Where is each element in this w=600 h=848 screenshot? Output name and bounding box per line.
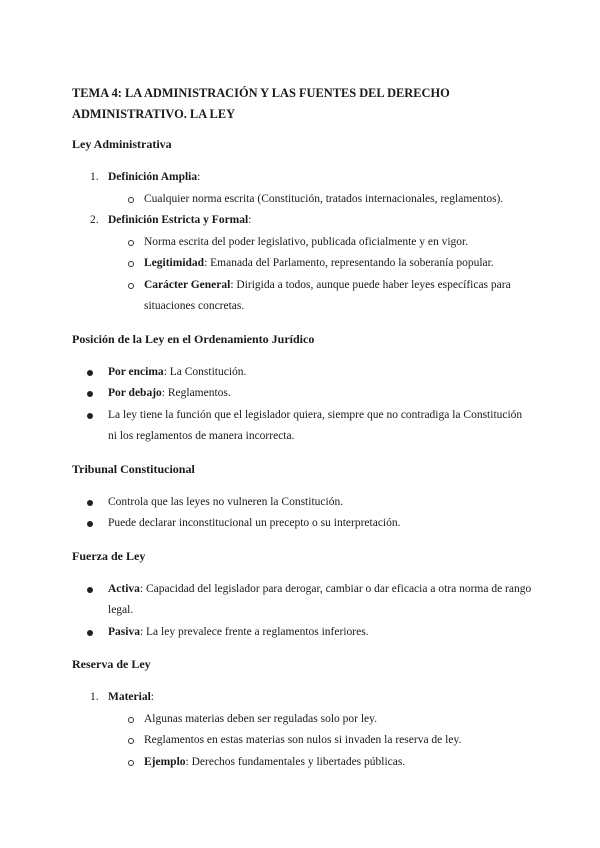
item-separator: :	[150, 691, 154, 703]
section-heading-ley-administrativa: Ley Administrativa	[72, 137, 172, 151]
bullet-icon	[87, 587, 93, 593]
list-number: 1.	[90, 171, 99, 183]
list-item	[72, 210, 532, 318]
hollow-bullet-icon	[128, 738, 134, 744]
list-item	[72, 513, 532, 535]
sub-list-item	[108, 275, 532, 318]
item-text: Norma escrita del poder legislativo, publicada oficialmente y en vigor.	[144, 235, 469, 248]
item-text: : Reglamentos.	[161, 387, 231, 399]
item-label: Ejemplo	[144, 755, 186, 768]
list-item	[72, 362, 532, 384]
item-label: Por encima	[108, 365, 164, 378]
item-text: : La Constitución.	[163, 365, 247, 378]
bullet-icon	[87, 500, 93, 506]
hollow-bullet-icon	[128, 283, 134, 289]
hollow-bullet-icon	[128, 261, 134, 267]
sub-list	[108, 709, 532, 774]
bullet-icon	[87, 413, 93, 419]
list-item	[72, 383, 532, 405]
item-text: : Emanada del Parlamento, representando la soberanía popular.	[204, 257, 494, 269]
list-item	[72, 622, 532, 644]
item-label: Por debajo	[108, 387, 162, 399]
item-text: : Dirigida a todos, aunque puede haber leyes específicas para situaciones concretas.	[144, 278, 511, 312]
bullet-icon	[87, 630, 93, 636]
posicion-list	[72, 362, 532, 448]
item-separator: :	[248, 214, 252, 226]
list-item	[72, 405, 532, 448]
document-content	[72, 83, 532, 786]
sub-list-item	[108, 189, 532, 211]
item-text: Cualquier norma escrita (Constitución, tratados internacionales, reglamentos).	[144, 192, 504, 205]
document-title: TEMA 4: LA ADMINISTRACIÓN Y LAS FUENTES DEL DERECHO ADMINISTRATIVO. LA LEY	[72, 86, 450, 121]
sub-list-item	[108, 730, 532, 752]
sub-list	[108, 189, 532, 211]
item-label: Pasiva	[108, 625, 140, 638]
section-heading-reserva: Reserva de Ley	[72, 657, 151, 671]
item-text: Algunas materias deben ser reguladas solo por ley.	[144, 712, 378, 725]
hollow-bullet-icon	[128, 240, 134, 246]
reserva-list	[72, 687, 532, 773]
item-label: Material	[108, 691, 151, 703]
list-number: 1.	[90, 691, 99, 703]
sub-list-item	[108, 709, 532, 731]
item-text: Puede declarar inconstitucional un precepto o su interpretación.	[108, 517, 401, 529]
item-label: Legitimidad	[144, 257, 205, 269]
sub-list-item	[108, 253, 532, 275]
fuerza-list	[72, 579, 532, 644]
item-text: La ley tiene la función que el legislador quiera, siempre que no contradiga la Constitución ni los reglamentos de manera incorrecta.	[108, 408, 523, 442]
item-label: Definición Amplia	[108, 171, 198, 183]
item-separator: :	[197, 171, 201, 183]
hollow-bullet-icon	[128, 197, 134, 203]
bullet-icon	[87, 370, 93, 376]
item-label: Carácter General	[144, 278, 231, 291]
item-text: : Derechos fundamentales y libertades públicas.	[185, 755, 406, 768]
section-heading-tribunal: Tribunal Constitucional	[72, 461, 195, 476]
hollow-bullet-icon	[128, 760, 134, 766]
hollow-bullet-icon	[128, 717, 134, 723]
list-item	[72, 167, 532, 210]
bullet-icon	[87, 391, 93, 397]
item-text: : La ley prevalece frente a reglamentos inferiores.	[139, 625, 369, 638]
item-label: Activa	[108, 582, 140, 595]
item-text: Controla que las leyes no vulneren la Constitución.	[108, 495, 344, 508]
item-text: : Capacidad del legislador para derogar, cambiar o dar eficacia a otra norma de rango legal.	[108, 582, 532, 616]
list-item	[72, 492, 532, 514]
sub-list-item	[108, 752, 532, 774]
section-heading-fuerza: Fuerza de Ley	[72, 548, 146, 563]
section-heading-posicion: Posición de la Ley en el Ordenamiento Jurídico	[72, 331, 315, 346]
item-label: Definición Estricta y Formal	[108, 214, 249, 226]
list-item	[72, 579, 532, 622]
list-number: 2.	[90, 214, 99, 226]
item-text: Reglamentos en estas materias son nulos si invaden la reserva de ley.	[144, 734, 462, 746]
ley-administrativa-list	[72, 167, 532, 318]
bullet-icon	[87, 521, 93, 527]
list-item	[72, 687, 532, 773]
sub-list-item	[108, 232, 532, 254]
tribunal-list	[72, 492, 532, 535]
sub-list	[108, 232, 532, 318]
